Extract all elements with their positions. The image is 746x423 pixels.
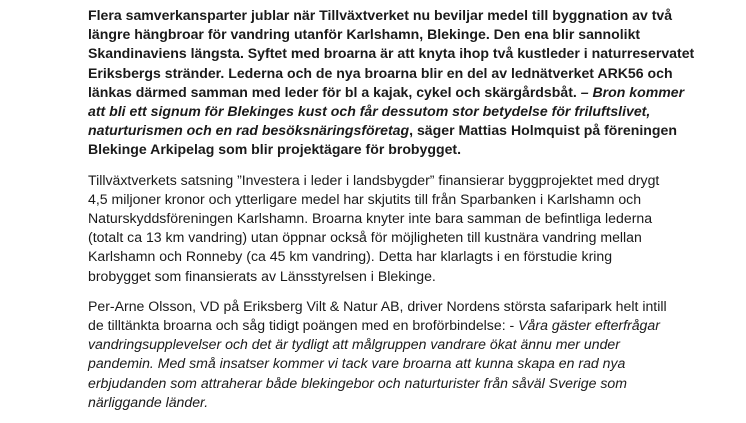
quote-text: vandringsupplevelser och det är tydligt att målgruppen vandrare ökat ännu mer under [88,336,620,353]
text-line [88,335,688,354]
text-line [88,316,688,335]
text-line: Tillväxtverkets satsning ”Investera i leder i landsbygder” finansierar byggprojektet med drygt [88,171,660,188]
text-line [88,121,688,140]
quote-text: närliggande länder. [88,393,209,410]
quote-text: pandemin. Med små insatser kommer vi tack vare broarna att kunna skapa en rad nya [88,355,626,372]
text-line [88,354,688,373]
quote-text: Våra gäster efterfrågar [518,317,660,334]
text-line: Karlshamn och Ronneby (ca 45 km vandring). Detta har klarlagts i en förstudie kring [88,248,613,265]
quote-text: erbjudanden som attraherar både blekingebor och naturturister från såväl Sverige som [88,374,627,391]
funding-paragraph [88,171,688,286]
text-line: brobygget som finansierats av Länsstyrelsen i Blekinge. [88,267,436,284]
text-line: 4,5 miljoner kronor och ytterligare medel har skjutits till från Sparbanken i Karlshamn och [88,190,642,207]
text-line: Skandinaviens längsta. Syftet med broarna är att knyta ihop två kustleder i naturreservatet [88,45,695,62]
quote-paragraph [88,297,688,412]
text-line [88,83,688,102]
text-line [88,374,688,393]
text-segment: de tilltänkta broarna och såg tidigt poängen med en broförbindelse: - [88,317,519,334]
text-line: längre hängbroar för vandring utanför Karlshamn, Blekinge. Den ena blir sannolikt [88,26,641,43]
text-line: Eriksbergs stränder. Lederna och de nya broarna blir en del av lednätverket ARK56 och [88,64,673,81]
quote-text: – Bron kommer [580,83,685,100]
text-line: Per-Arne Olsson, VD på Eriksberg Vilt & Natur AB, driver Nordens största safaripark helt intill [88,297,667,314]
text-line [88,102,688,121]
text-line: Blekinge Arkipelag som blir projektägare för brobygget. [88,141,462,158]
text-line: Naturskyddsföreningen Karlshamn. Broarna knyter inte bara samman de befintliga lederna [88,210,653,227]
press-release-body [88,6,695,423]
text-line [88,393,688,412]
text-segment: länkas därmed samman med leder för bl a kajak, cykel och skärgårdsbåt. [88,83,581,100]
quote-text: naturturismen och en rad besöksnäringsföretag [88,122,410,139]
quote-text: att bli ett signum för Blekinges kust och får dessutom stor betydelse för friluftslivet, [88,103,651,120]
text-segment: , säger Mattias Holmquist på föreningen [409,122,677,139]
text-line: (totalt ca 13 km vandring) utan öppnar också för möjligheten till kustnära vandring mellan [88,229,642,246]
lead-paragraph [88,6,695,160]
text-line: Flera samverkansparter jublar när Tillväxtverket nu beviljar medel till byggnation av två [88,7,673,23]
